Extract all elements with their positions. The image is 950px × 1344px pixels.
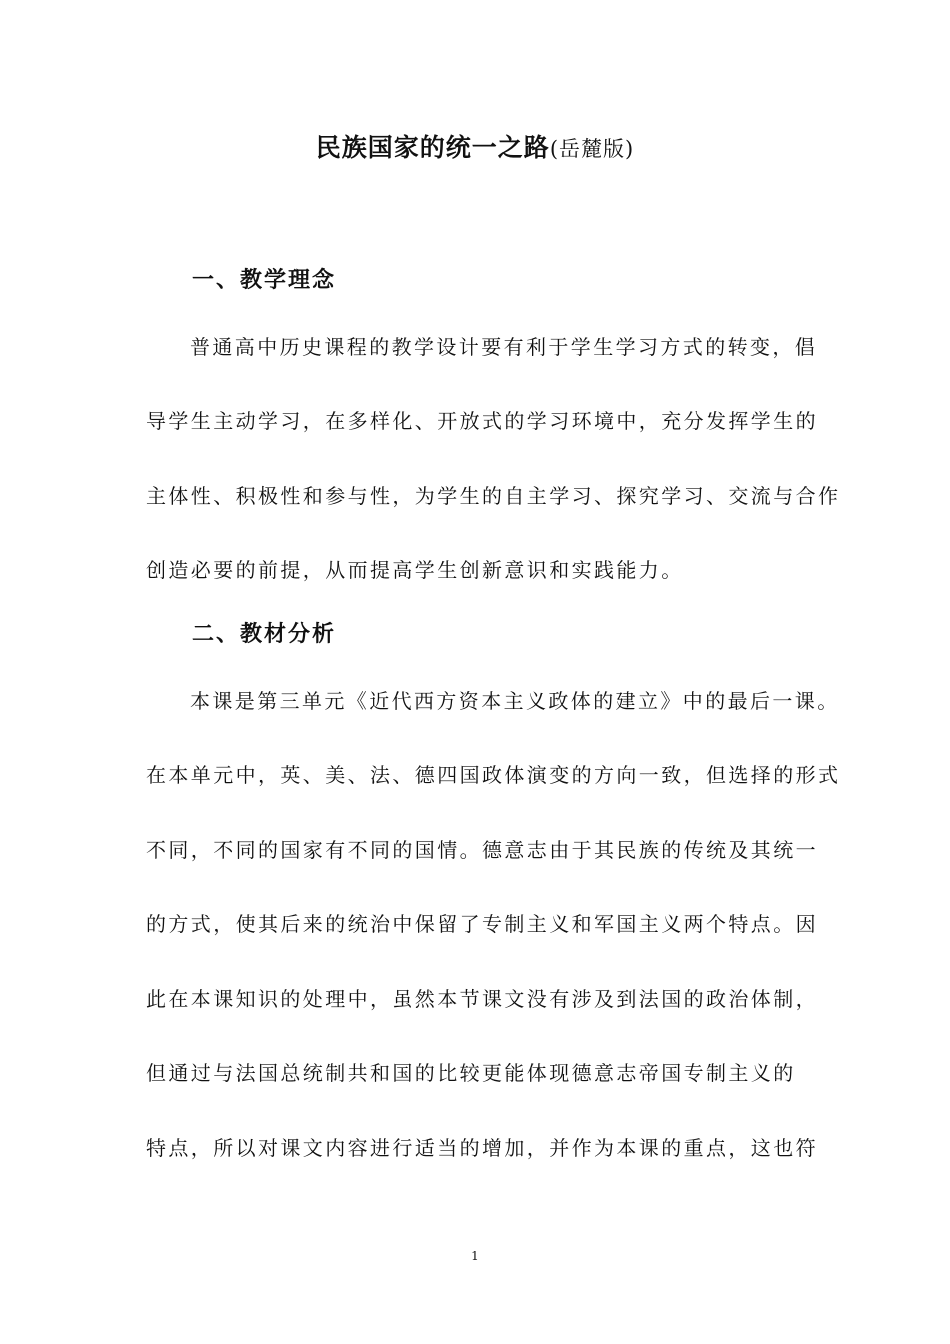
paragraph-line: 导学生主动学习，在多样化、开放式的学习环境中，充分发挥学生的 — [146, 409, 818, 433]
paragraph-line: 不同，不同的国家有不同的国情。德意志由于其民族的传统及其统一 — [146, 838, 818, 862]
page-number: 1 — [471, 1249, 479, 1263]
paragraph-line: 但通过与法国总统制共和国的比较更能体现德意志帝国专制主义的 — [146, 1061, 796, 1085]
title-subtitle: (岳麓版) — [549, 137, 635, 161]
paragraph-line: 此在本课知识的处理中，虽然本节课文没有涉及到法国的政治体制， — [146, 987, 818, 1011]
document-title — [0, 128, 950, 169]
paragraph-line: 普通高中历史课程的教学设计要有利于学生学习方式的转变，倡 — [190, 335, 818, 359]
paragraph-line: 创造必要的前提，从而提高学生创新意识和实践能力。 — [146, 558, 684, 582]
paragraph-line: 的方式，使其后来的统治中保留了专制主义和军国主义两个特点。因 — [146, 912, 818, 936]
title-text: 民族国家的统一之路 — [315, 133, 550, 162]
paragraph-line: 主体性、积极性和参与性，为学生的自主学习、探究学习、交流与合作 — [146, 484, 841, 508]
section-heading-textbook-analysis: 二、教材分析 — [192, 622, 337, 647]
paragraph-line: 特点，所以对课文内容进行适当的增加，并作为本课的重点，这也符 — [146, 1136, 818, 1160]
section-heading-teaching-philosophy: 一、教学理念 — [192, 268, 337, 293]
paragraph-line: 本课是第三单元《近代西方资本主义政体的建立》中的最后一课。 — [190, 689, 840, 713]
paragraph-line: 在本单元中，英、美、法、德四国政体演变的方向一致，但选择的形式 — [146, 763, 841, 787]
